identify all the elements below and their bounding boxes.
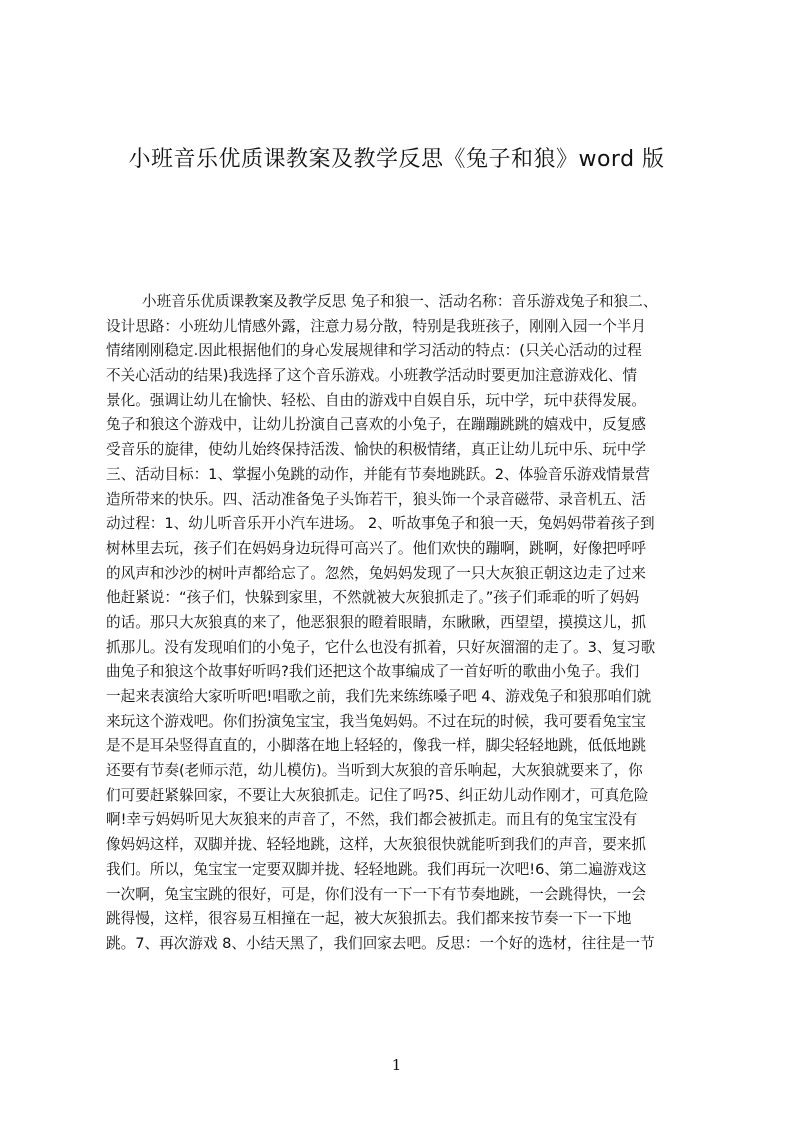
body-line: 的话。那只大灰狼真的来了，他恶狠狠的瞪着眼睛，东瞅瞅，西望望，摸摸这儿，抓 [106, 613, 646, 631]
document-title: 小班音乐优质课教案及教学反思《兔子和狼》word 版 [128, 147, 665, 172]
body-line: 来玩这个游戏吧。你们扮演兔宝宝，我当兔妈妈。不过在玩的时候，我可要看兔宝宝 [106, 712, 646, 730]
body-line: 还要有节奏(老师示范，幼儿模仿)。当听到大灰狼的音乐响起，大灰狼就要来了，你 [106, 762, 643, 780]
body-line: 设计思路：小班幼儿情感外露，注意力易分散，特别是我班孩子，刚刚入园一个半月 [106, 317, 646, 335]
body-line: 曲兔子和狼这个故事好听吗?我们还把这个故事编成了一首好听的歌曲小兔子。我们 [106, 663, 640, 681]
body-line: 像妈妈这样，双脚并拢、轻轻地跳，这样，大灰狼很快就能听到我们的声音，要来抓 [106, 836, 646, 854]
body-line: 不关心活动的结果)我选择了这个音乐游戏。小班教学活动时要更加注意游戏化、情 [106, 367, 638, 385]
body-line: 跳。7、再次游戏 8、小结天黑了，我们回家去吧。反思：一个好的选材，往往是一节 [106, 934, 655, 952]
body-line: 他赶紧说：“孩子们，快躲到家里，不然就被大灰狼抓走了。”孩子们乖乖的听了妈妈 [106, 589, 640, 607]
body-line: 造所带来的快乐。四、活动准备兔子头饰若干，狼头饰一个录音磁带、录音机五、活 [106, 490, 646, 508]
body-line: 一次啊，兔宝宝跳的很好，可是，你们没有一下一下有节奏地跳，一会跳得快，一会 [106, 885, 646, 903]
body-line: 抓那儿。没有发现咱们的小兔子，它什么也没有抓着，只好灰溜溜的走了。3、复习歌 [106, 638, 656, 656]
body-line: 跳得慢，这样，很容易互相撞在一起，被大灰狼抓去。我们都来按节奏一下一下地 [106, 910, 632, 928]
body-line: 景化。强调让幼儿在愉快、轻松、自由的游戏中自娱自乐，玩中学，玩中获得发展。 [106, 391, 646, 409]
body-line: 啊!幸亏妈妈听见大灰狼来的声音了，不然，我们都会被抓走。而且有的兔宝宝没有 [106, 811, 638, 829]
body-line: 我们。所以，兔宝宝一定要双脚并拢、轻轻地跳。我们再玩一次吧!6、第二遍游戏这 [106, 860, 647, 878]
body-line: 小班音乐优质课教案及教学反思 兔子和狼一、活动名称：音乐游戏兔子和狼二、 [142, 293, 658, 310]
body-line: 一起来表演给大家听听吧!唱歌之前，我们先来练练嗓子吧 4、游戏兔子和狼那咱们就 [106, 688, 652, 705]
body-line: 们可要赶紧躲回家，不要让大灰狼抓走。记住了吗?5、纠正幼儿动作刚才，可真危险 [106, 786, 649, 804]
body-line: 情绪刚刚稳定.因此根据他们的身心发展规律和学习活动的特点：(只关心活动的过程 [106, 342, 642, 360]
body-line: 受音乐的旋律，使幼儿始终保持活泼、愉快的积极情绪，真正让幼儿玩中乐、玩中学 [106, 441, 646, 459]
body-line: 树林里去玩，孩子们在妈妈身边玩得可高兴了。他们欢快的蹦啊，跳啊，好像把呼呼 [106, 539, 646, 557]
body-line: 的风声和沙沙的树叶声都给忘了。忽然，兔妈妈发现了一只大灰狼正朝这边走了过来 [106, 564, 646, 582]
body-line: 三、活动目标：1、掌握小兔跳的动作，并能有节奏地跳跃。2、体验音乐游戏情景营 [106, 465, 650, 483]
body-line: 是不是耳朵竖得直直的，小脚落在地上轻轻的，像我一样，脚尖轻轻地跳，低低地跳 [106, 737, 646, 755]
document-body [106, 290, 699, 957]
body-line: 动过程：1、幼儿听音乐开小汽车进场。 2、听故事兔子和狼一天，兔妈妈带着孩子到 [106, 515, 655, 533]
body-line: 兔子和狼这个游戏中，让幼儿扮演自己喜欢的小兔子，在蹦蹦跳跳的嬉戏中，反复感 [106, 416, 646, 434]
page-number: 1 [391, 1056, 402, 1074]
